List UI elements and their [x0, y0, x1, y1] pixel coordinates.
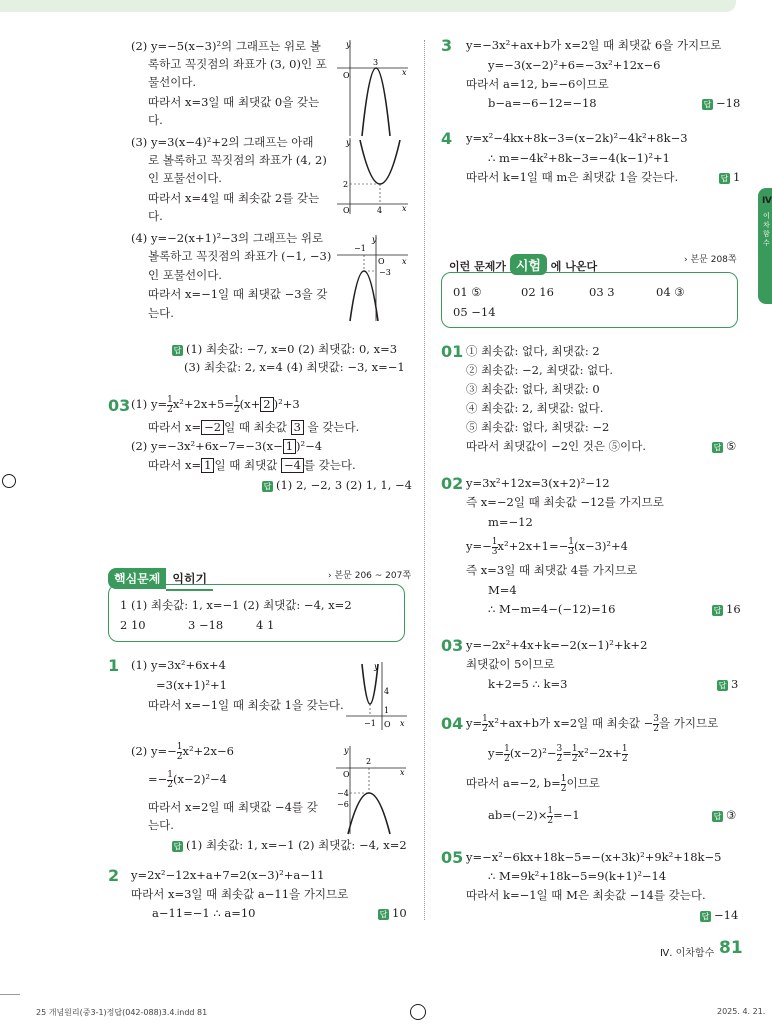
axis-label: x [402, 68, 407, 77]
answer-02-line2 [184, 358, 405, 376]
answer-text: (3) 최솟값: 2, x=4 (4) 최댓값: −3, x=−1 [184, 360, 405, 374]
answer-mark: 답 [713, 442, 722, 452]
text: =− [148, 772, 168, 786]
numerator: 3 [556, 743, 563, 754]
text: 을 갖는다. [303, 420, 360, 434]
answer-text: 3 [731, 677, 739, 691]
page-number: 81 [719, 938, 743, 958]
text: 을 가지므로 [659, 716, 719, 730]
ref-text: 본문 208쪽 [690, 255, 737, 265]
numerator: 1 [560, 773, 567, 784]
graph-parabola-3 [332, 233, 412, 323]
graph-parabola-4 [344, 660, 409, 732]
text-line: 따라서 x=−1일 때 최댓값 −3을 갖 [148, 287, 328, 301]
text: )²−4 [296, 439, 323, 453]
text: x²+2x+1=− [497, 539, 569, 553]
text-line: k+2=5 ∴ k=3 [488, 677, 568, 691]
text: (x−3)²+4 [574, 539, 628, 553]
text: 일 때 최댓값 [214, 458, 281, 472]
answer-mark: 답 [720, 173, 729, 183]
problem-number: 4 [441, 129, 453, 148]
denominator: 3 [568, 546, 575, 557]
text-line: y=−2x²+4x+k=−2(x−1)²+k+2 [466, 638, 648, 652]
text: y=− [466, 539, 492, 553]
text: x²+2x+5= [172, 397, 234, 411]
axis-label: y [346, 138, 351, 147]
origin-label: O [378, 257, 385, 266]
text-line: =3(x+1)²+1 [156, 678, 227, 692]
numerator: 1 [233, 394, 240, 405]
q03-line2 [148, 418, 359, 436]
footer-date: 2025. 4. 21. [717, 1007, 766, 1016]
answer-e3 [717, 675, 738, 693]
graph-parabola-1 [332, 38, 412, 138]
problem-number: 1 [108, 656, 120, 675]
top-band [0, 0, 736, 12]
text-line: (4) y=−2(x+1)²−3의 그래프는 위로 [131, 231, 324, 245]
text-line: 록하고 꼭짓점의 좌표가 (3, 0)인 포 [148, 57, 327, 71]
axis-label: x [402, 257, 407, 266]
tick-label: 4 [377, 206, 383, 215]
text-line: 즉 x=−2일 때 최솟값 −12를 가지므로 [466, 495, 664, 509]
answer-e4 [712, 806, 736, 824]
denominator: 3 [491, 546, 498, 557]
tick-label: −4 [337, 789, 349, 798]
text-line: y=−3(x−2)²+6=−3x²+12x−6 [488, 58, 661, 72]
column-divider [424, 40, 425, 920]
numerator: 1 [176, 741, 183, 752]
text: (x−2)²−4 [173, 772, 227, 786]
text-line: y=x²−4kx+8k−3=(x−2k)²−4k²+8k−3 [466, 131, 688, 145]
numerator: 1 [504, 743, 510, 754]
text-line: y=3x²+12x=3(x+2)²−12 [466, 476, 610, 490]
exam-title-highlight: 시험 [510, 254, 547, 275]
q03-line3 [131, 437, 322, 455]
footer-file: 25 개념원리(중3-1)정답(042-088)3.4.indd 81 [36, 1008, 208, 1017]
q03-line4 [148, 456, 356, 474]
core-answer-item: 4 1 [256, 618, 275, 632]
answer-text: 10 [392, 906, 407, 920]
text-line: y=−x²−6kx+18k−5=−(x+3k)²+9k²+18k−5 [466, 850, 722, 864]
text-line: (1) y=3x²+6x+4 [131, 658, 226, 672]
text: (x+ [239, 397, 261, 411]
crop-mark [0, 994, 20, 995]
problem-number: 01 [441, 342, 464, 361]
exam-answer-item: 01 ⑤ [453, 285, 482, 299]
answer-text: (1) 최솟값: 1, x=−1 (2) 최댓값: −4, x=2 [186, 838, 407, 852]
problem-number: 03 [108, 396, 131, 415]
text-line: 로 볼록하고 꼭짓점의 좌표가 (4, 2) [148, 153, 327, 167]
core-title: 핵심문제 [108, 568, 166, 589]
exam-title-part: 에 나온다 [550, 260, 598, 273]
axis-label: y [344, 746, 349, 755]
denominator: 2 [167, 404, 173, 415]
text-line: 따라서 x=3일 때 최댓값 0을 갖는 [148, 95, 320, 109]
exam-answer-item: 02 16 [521, 285, 554, 299]
text-line: 물선이다. [148, 75, 197, 89]
answer-mark: 답 [718, 680, 727, 690]
text-line: ③ 최솟값: 없다, 최댓값: 0 [466, 382, 600, 396]
numerator: 3 [653, 713, 660, 724]
axis-label: y [372, 235, 377, 244]
tick-label: −3 [379, 268, 391, 277]
text: )²+3 [273, 397, 300, 411]
text-line: y=−3x²+ax+b가 x=2일 때 최댓값 6을 가지므로 [466, 38, 722, 52]
registration-mark [410, 1004, 426, 1020]
problem-number: 05 [441, 848, 464, 867]
text: x²+2x−6 [182, 744, 234, 758]
tick-label: 3 [373, 58, 379, 67]
text: y= [488, 746, 505, 760]
core-subtitle: 익히기 [166, 568, 213, 591]
numerator: 1 [167, 769, 174, 780]
text-line: 볼록하고 꼭짓점의 좌표가 (−1, −3) [148, 249, 332, 263]
c1b-line1 [131, 742, 234, 762]
answer-text: (1) 2, −2, 3 (2) 1, 1, −4 [276, 478, 412, 492]
text: x²−2x+ [577, 746, 622, 760]
numerator: 1 [621, 743, 628, 754]
answer-text: ⑤ [726, 439, 737, 453]
exam-title-part: 이런 문제가 [449, 260, 506, 273]
tick-label: −6 [337, 800, 349, 809]
problem-number: 03 [441, 636, 464, 655]
tick-label: 2 [343, 180, 349, 189]
e4-line3 [466, 774, 600, 794]
answer-text: (1) 최솟값: −7, x=0 (2) 최댓값: 0, x=3 [186, 342, 398, 356]
text: y= [466, 716, 483, 730]
text-line: ④ 최솟값: 2, 최댓값: 없다. [466, 401, 604, 415]
origin-label: O [343, 71, 350, 80]
axis-label: x [400, 719, 405, 728]
text-line: y=2x²−12x+a+7=2(x−3)²+a−11 [131, 868, 325, 882]
answer-mark: 답 [263, 481, 272, 491]
e2-line4 [466, 537, 628, 557]
denominator: 2 [556, 753, 563, 764]
core-answer-item: 2 10 [120, 618, 146, 632]
axis-label: y [346, 40, 351, 49]
graph-parabola-5 [334, 744, 408, 836]
answer-text: 16 [726, 602, 741, 616]
denominator: 2 [233, 404, 240, 415]
text: ab=(−2)× [488, 808, 548, 822]
tick-label: 2 [366, 757, 372, 766]
axis-label: x [402, 204, 407, 213]
problem-number: 2 [108, 866, 120, 885]
c1b-line2 [148, 770, 227, 790]
text-line: 인 포물선이다. [148, 171, 222, 185]
text-line: 다. [148, 209, 163, 223]
fraction-half [622, 745, 628, 764]
numerator: 1 [167, 394, 173, 405]
text: 이므로 [566, 776, 600, 790]
denominator: 2 [653, 723, 660, 734]
registration-mark-left [2, 474, 16, 488]
answer-c1 [172, 836, 407, 854]
problem-number: 02 [441, 474, 464, 493]
tick-label: −1 [354, 244, 366, 253]
denominator: 2 [547, 815, 554, 826]
text-line: (2) y=−5(x−3)²의 그래프는 위로 볼 [131, 39, 321, 53]
text-line: b−a=−6−12=−18 [488, 96, 597, 110]
footer-chapter: Ⅳ. 이차함수 [660, 948, 715, 959]
text: 따라서 x= [148, 458, 202, 472]
side-tab-roman: Ⅳ [762, 196, 772, 206]
answer-03 [262, 476, 412, 494]
denominator: 2 [560, 783, 567, 794]
text-line: ∴ M−m=4−(−12)=16 [488, 602, 616, 616]
answer-c4 [719, 168, 740, 186]
answer-text: −14 [714, 908, 739, 922]
tick-label: 1 [384, 706, 390, 715]
text-line: 최댓값이 5이므로 [466, 657, 555, 671]
problem-number: 04 [441, 714, 464, 733]
denominator: 2 [621, 753, 628, 764]
answer-text: 1 [733, 170, 741, 184]
text-line: (3) y=3(x−4)²+2의 그래프는 아래 [131, 135, 314, 149]
text-line: ① 최솟값: 없다, 최댓값: 2 [466, 344, 600, 358]
blank-box: 2 [260, 397, 273, 412]
text: (x−2)²− [509, 746, 557, 760]
exam-answer-item: 04 ③ [656, 285, 685, 299]
text: 따라서 a=−2, b= [466, 776, 561, 790]
core-answer-row: 1 (1) 최솟값: 1, x=−1 (2) 최댓값: −4, x=2 [120, 598, 352, 612]
answer-mark: 답 [173, 345, 182, 355]
text-line: 즉 x=3일 때 최댓값 4를 가지므로 [466, 563, 638, 577]
numerator: 1 [482, 713, 488, 724]
side-tab-text: 이차함수 [763, 212, 770, 247]
text: 일 때 최솟값 [224, 420, 291, 434]
answer-c2 [378, 904, 407, 922]
text-line: 따라서 x=−1일 때 최솟값 1을 갖는다. [148, 698, 344, 712]
numerator: 1 [491, 536, 498, 547]
blank-box: 3 [291, 420, 304, 435]
text-line: ⑤ 최솟값: 없다, 최댓값: −2 [466, 420, 610, 434]
text: (2) y=− [131, 744, 177, 758]
denominator: 2 [482, 723, 488, 734]
text-line: 따라서 a=12, b=−6이므로 [466, 77, 609, 91]
ref-text: 본문 206 ~ 207쪽 [334, 571, 412, 581]
text-line: 따라서 x=3일 때 최솟값 a−11을 가지므로 [131, 887, 349, 901]
text-line: 는다. [148, 306, 174, 320]
text-line: 따라서 k=1일 때 m은 최댓값 1을 갖는다. [466, 170, 679, 184]
e4-line2 [488, 744, 628, 764]
blank-box: −2 [201, 420, 224, 435]
origin-label: O [343, 206, 350, 215]
numerator: 1 [571, 743, 578, 754]
text: x²+ax+b가 x=2일 때 최솟값 − [487, 716, 654, 730]
core-ref: › 본문 206 ~ 207쪽 [328, 571, 412, 581]
answer-mark: 답 [703, 99, 712, 109]
e4-line1 [466, 714, 718, 734]
denominator: 2 [571, 753, 578, 764]
text-line: 따라서 k=−1일 때 M은 최솟값 −14를 갖는다. [466, 888, 706, 902]
origin-label: O [343, 770, 350, 779]
text-line: ② 최솟값: −2, 최댓값: 없다. [466, 363, 614, 377]
exam-answer-item: 05 −14 [453, 305, 496, 319]
text-line: 인 포물선이다. [148, 268, 222, 282]
text-line: 는다. [148, 818, 174, 832]
text: = [562, 746, 572, 760]
numerator: 1 [547, 805, 554, 816]
text: =−1 [553, 808, 580, 822]
exam-answer-item: 03 3 [589, 285, 615, 299]
text-line: 다. [148, 113, 163, 127]
axis-label: y [374, 662, 379, 671]
answer-mark: 답 [713, 605, 722, 615]
graph-parabola-2 [332, 136, 412, 216]
text-line: 따라서 x=4일 때 최솟값 2를 갖는 [148, 191, 320, 205]
text-line: m=−12 [488, 515, 533, 529]
text-line: ∴ M=9k²+18k−5=9(k+1)²−14 [488, 869, 667, 883]
origin-label: O [384, 720, 391, 729]
blank-box: 1 [283, 439, 296, 454]
denominator: 2 [176, 751, 183, 762]
text: (2) y=−3x²+6x−7=−3(x− [131, 439, 283, 453]
answer-c3 [702, 94, 740, 112]
denominator: 2 [167, 779, 174, 790]
text: 따라서 x= [148, 420, 202, 434]
text-line: ∴ m=−4k²+8k−3=−4(k−1)²+1 [488, 151, 670, 165]
e4-line4 [488, 806, 580, 826]
answer-mark: 답 [173, 841, 182, 851]
blank-box: −4 [281, 458, 304, 473]
answer-02-line1 [172, 340, 397, 358]
blank-box: 1 [201, 458, 214, 473]
tick-label: −1 [364, 719, 376, 728]
text-line: M=4 [488, 583, 517, 597]
text: 를 갖는다. [303, 458, 356, 472]
text-line: a−11=−1 ∴ a=10 [152, 906, 256, 920]
answer-mark: 답 [713, 811, 722, 821]
axis-label: x [400, 768, 405, 777]
answer-mark: 답 [379, 909, 388, 919]
q03-line1 [131, 395, 300, 415]
core-answer-item: 3 −18 [188, 618, 224, 632]
denominator: 2 [504, 753, 510, 764]
answer-text: ③ [726, 808, 737, 822]
answer-e1 [712, 437, 736, 455]
tick-label: 4 [384, 687, 390, 696]
answer-e5 [700, 906, 738, 924]
text-line: 따라서 x=2일 때 최댓값 −4를 갖 [148, 800, 318, 814]
text: (1) y= [131, 397, 168, 411]
text-line: 따라서 최댓값이 −2인 것은 ⑤이다. [466, 439, 647, 453]
answer-mark: 답 [701, 911, 710, 921]
numerator: 1 [568, 536, 575, 547]
answer-e2 [712, 600, 741, 618]
answer-text: −18 [716, 96, 741, 110]
problem-number: 3 [441, 36, 453, 55]
exam-ref: › 본문 208쪽 [684, 255, 737, 265]
